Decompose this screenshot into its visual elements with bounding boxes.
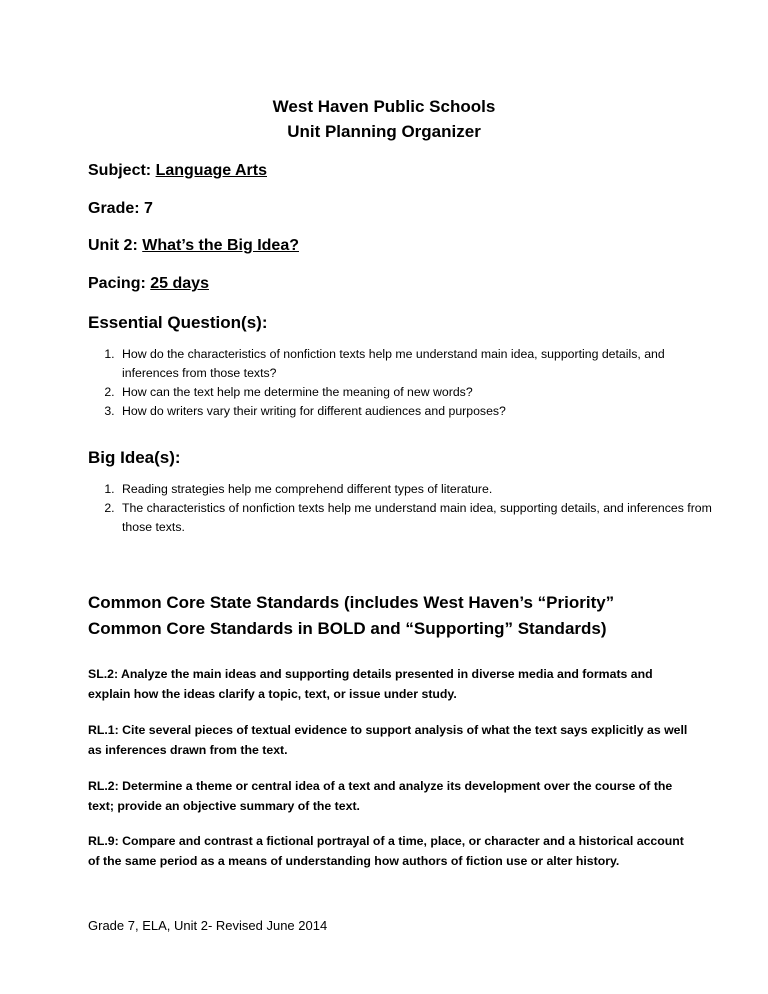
essential-questions-list — [88, 345, 718, 421]
page-footer: Grade 7, ELA, Unit 2- Revised June 2014 — [88, 918, 328, 933]
list-item: 3. How do writers vary their writing for different audiences and purposes? — [118, 402, 718, 421]
grade-label: Grade: — [88, 200, 140, 217]
big-ideas-list — [88, 480, 718, 537]
standard-item: RL.2: Determine a theme or central idea of a text and analyze its development over the course of the text; provide an objective summary of the text. — [88, 779, 673, 813]
standard-item: RL.9: Compare and contrast a fictional portrayal of a time, place, or character and a historical account of the same period as a means of understanding how authors of fiction use or alter history. — [88, 834, 684, 868]
school-name: West Haven Public Schools — [272, 97, 496, 116]
essential-questions-title: Essential Question(s): — [88, 313, 268, 332]
big-ideas-title: Big Idea(s): — [88, 448, 181, 467]
pacing-label: Pacing: — [88, 275, 146, 292]
standard-item: SL.2: Analyze the main ideas and supporting details presented in diverse media and formats and explain how the ideas clarify a topic, text, or issue under study. — [88, 667, 653, 701]
standard-item: RL.1: Cite several pieces of textual evidence to support analysis of what the text says explicitly as well as inferences drawn from the text. — [88, 723, 688, 757]
list-item: 2. The characteristics of nonfiction texts help me understand main idea, supporting details, and inferences from those texts. — [118, 499, 718, 537]
standards-title: Common Core State Standards (includes West Haven’s “Priority” Common Core Standards in BOLD and “Supporting” Standards) — [88, 593, 615, 638]
pacing-field — [88, 274, 209, 294]
list-item: 1. How do the characteristics of nonfiction texts help me understand main idea, supporting details, and inferences from those texts? — [118, 345, 718, 383]
document-header — [0, 94, 768, 144]
list-item: 2. How can the text help me determine the meaning of new words? — [118, 383, 718, 402]
grade-value: 7 — [144, 200, 153, 217]
document-title: Unit Planning Organizer — [287, 122, 481, 141]
unit-field — [88, 236, 299, 256]
list-item: 1. Reading strategies help me comprehend different types of literature. — [118, 480, 718, 499]
unit-label: Unit 2: — [88, 237, 138, 254]
pacing-value: 25 days — [150, 275, 209, 292]
subject-value: Language Arts — [155, 162, 267, 179]
unit-value: What’s the Big Idea? — [142, 237, 299, 254]
subject-label: Subject: — [88, 162, 152, 179]
subject-field — [88, 161, 267, 181]
grade-field — [88, 199, 153, 219]
